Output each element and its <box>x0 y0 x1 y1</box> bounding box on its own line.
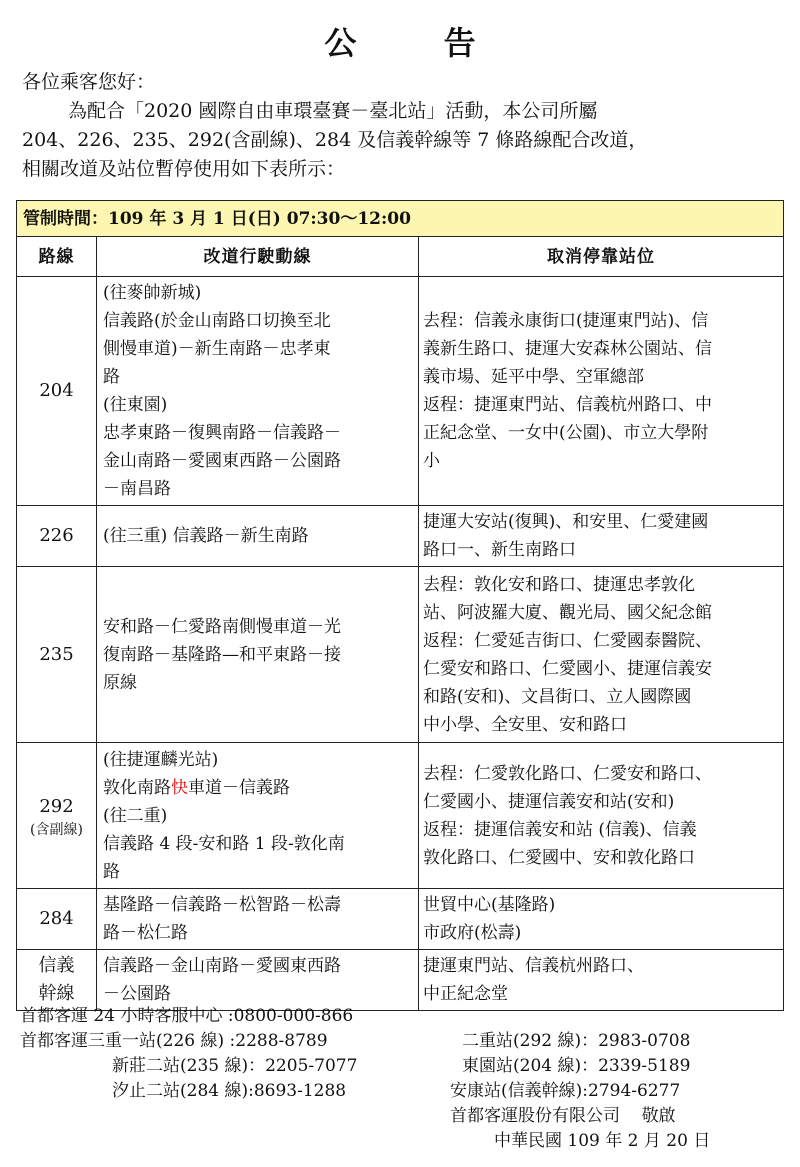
detour-line: 信義路－金山南路－愛國東西路 <box>103 956 341 976</box>
contact-footer <box>20 1004 790 1154</box>
table-row <box>17 506 784 567</box>
detour-cell <box>97 950 419 1011</box>
route-subline: 幹線 <box>38 983 75 1004</box>
detour-line: (往東園) <box>103 395 168 415</box>
highlight-text: 快 <box>171 777 188 798</box>
control-time: 管制時間：109 年 3 月 1 日(日) 07:30～12:00 <box>17 201 784 237</box>
detour-cell <box>97 277 419 506</box>
detour-cell <box>97 567 419 743</box>
stops-line: 中正紀念堂 <box>423 984 508 1004</box>
detour-line: (往二重) <box>103 805 168 826</box>
route-subline: (含副線) <box>30 821 83 838</box>
intro-paragraph <box>22 68 792 184</box>
detour-line: 忠孝東路－復興南路－信義路－ <box>103 423 341 443</box>
header-route: 路線 <box>17 237 97 277</box>
route-number: 信義 <box>38 955 75 976</box>
detour-cell <box>97 889 419 950</box>
stops-line: 返程：捷運信義安和站 (信義)、信義 <box>423 819 697 840</box>
stops-cell <box>419 567 784 743</box>
route-number: 284 <box>17 889 97 950</box>
route-number: 235 <box>17 567 97 743</box>
footer-row <box>20 1079 790 1104</box>
detour-line: 信義路 4 段-安和路 1 段-敦化南 <box>103 833 345 854</box>
detour-line: 路 <box>103 367 120 387</box>
greeting: 各位乘客您好： <box>22 71 156 93</box>
intro-line-2: 204、226、235、292(含副線)、284 及信義幹線等 7 條路線配合改道， <box>22 129 648 151</box>
stops-line: 路口一、新生南路口 <box>423 540 576 560</box>
detour-line: 信義路(於金山南路口切換至北 <box>103 311 331 331</box>
stops-line: 返程：捷運東門站、信義杭州路口、中 <box>423 395 712 415</box>
company-signature: 首都客運股份有限公司 敬啟 <box>450 1106 676 1126</box>
control-time-row <box>17 201 784 237</box>
detour-line: 復南路－基隆路—和平東路－接 <box>103 644 341 665</box>
detour-text: 車道－信義路 <box>188 777 290 798</box>
station-phone: 東園站(204 線)：2339-5189 <box>462 1056 691 1076</box>
stops-line: 站、阿波羅大廈、觀光局、國父紀念館 <box>423 602 712 623</box>
stops-line: 去程：仁愛敦化路口、仁愛安和路口、 <box>423 763 712 784</box>
detour-line: －公園路 <box>103 984 171 1004</box>
stops-line: 和路(安和)、文昌街口、立人國際國 <box>423 686 692 707</box>
page-title: 公 告 <box>324 24 514 62</box>
table-header <box>17 237 784 277</box>
detour-line: 安和路－仁愛路南側慢車道－光 <box>103 616 341 637</box>
stops-line: 捷運東門站、信義杭州路口、 <box>423 956 644 976</box>
stops-line: 去程：信義永康街口(捷運東門站)、信 <box>423 311 709 331</box>
stops-cell <box>419 889 784 950</box>
detour-line <box>103 774 414 802</box>
route-number: 292 <box>39 795 74 817</box>
footer-row <box>20 1004 790 1029</box>
stops-line: 市政府(松壽) <box>423 923 522 943</box>
stops-line: 敦化路口、仁愛國中、安和敦化路口 <box>423 847 695 868</box>
stops-line: 中小學、全安里、安和路口 <box>423 714 627 735</box>
issue-date: 中華民國 109 年 2 月 20 日 <box>494 1131 711 1151</box>
stops-line: 仁愛國小、捷運信義安和站(安和) <box>423 791 675 812</box>
route-cell <box>17 950 97 1011</box>
footer-row <box>20 1029 790 1054</box>
intro-line-1: 為配合「2020 國際自由車環臺賽－臺北站」活動，本公司所屬 <box>68 100 598 122</box>
table-row <box>17 950 784 1011</box>
footer-row <box>20 1104 790 1129</box>
detour-line: －南昌路 <box>103 479 171 499</box>
stops-cell <box>419 950 784 1011</box>
stops-line: 返程：仁愛延吉街口、仁愛國泰醫院、 <box>423 630 712 651</box>
route-number: 226 <box>17 506 97 567</box>
station-phone: 首都客運三重一站(226 線) :2288-8789 <box>20 1031 328 1051</box>
detour-table <box>16 200 784 1011</box>
header-stops: 取消停靠站位 <box>419 237 784 277</box>
detour-line: 路 <box>103 861 120 882</box>
detour-cell <box>97 743 419 889</box>
detour-text: 敦化南路 <box>103 777 171 798</box>
footer-row <box>20 1129 790 1154</box>
header-detour: 改道行駛動線 <box>97 237 419 277</box>
detour-line: 原線 <box>103 672 137 693</box>
detour-line: 金山南路－愛國東西路－公園路 <box>103 451 341 471</box>
stops-line: 捷運大安站(復興)、和安里、仁愛建國 <box>423 512 709 532</box>
intro-line-3: 相關改道及站位暫停使用如下表所示： <box>22 158 346 180</box>
stops-line: 仁愛安和路口、仁愛國小、捷運信義安 <box>423 658 712 679</box>
route-cell <box>17 743 97 889</box>
station-phone: 二重站(292 線)：2983-0708 <box>462 1031 691 1051</box>
service-hotline: 首都客運 24 小時客服中心 :0800-000-866 <box>20 1006 354 1026</box>
stops-line: 小 <box>423 451 440 471</box>
stops-cell <box>419 506 784 567</box>
station-phone: 新莊二站(235 線)：2205-7077 <box>112 1056 358 1076</box>
stops-line: 去程：敦化安和路口、捷運忠孝敦化 <box>423 574 695 595</box>
stops-line: 正紀念堂、一女中(公園)、市立大學附 <box>423 423 709 443</box>
table-row <box>17 743 784 889</box>
station-phone: 汐止二站(284 線):8693-1288 <box>112 1081 347 1101</box>
detour-line: 側慢車道)－新生南路－忠孝東 <box>103 339 331 359</box>
table-row <box>17 567 784 743</box>
stops-line: 義市場、延平中學、空軍總部 <box>423 367 644 387</box>
stops-line: 世貿中心(基隆路) <box>423 895 556 915</box>
stops-line: 義新生路口、捷運大安森林公園站、信 <box>423 339 712 359</box>
station-phone: 安康站(信義幹線):2794-6277 <box>450 1081 681 1101</box>
detour-line: 路－松仁路 <box>103 923 188 943</box>
detour-line: (往麥帥新城) <box>103 283 202 303</box>
stops-cell <box>419 277 784 506</box>
route-number: 204 <box>17 277 97 506</box>
detour-line: 基隆路－信義路－松智路－松壽 <box>103 895 341 915</box>
footer-row <box>20 1054 790 1079</box>
table-row <box>17 277 784 506</box>
table-row <box>17 889 784 950</box>
detour-line: (往捷運麟光站) <box>103 749 219 770</box>
detour-line: (往三重) 信義路－新生南路 <box>103 526 309 546</box>
stops-cell <box>419 743 784 889</box>
detour-cell <box>97 506 419 567</box>
